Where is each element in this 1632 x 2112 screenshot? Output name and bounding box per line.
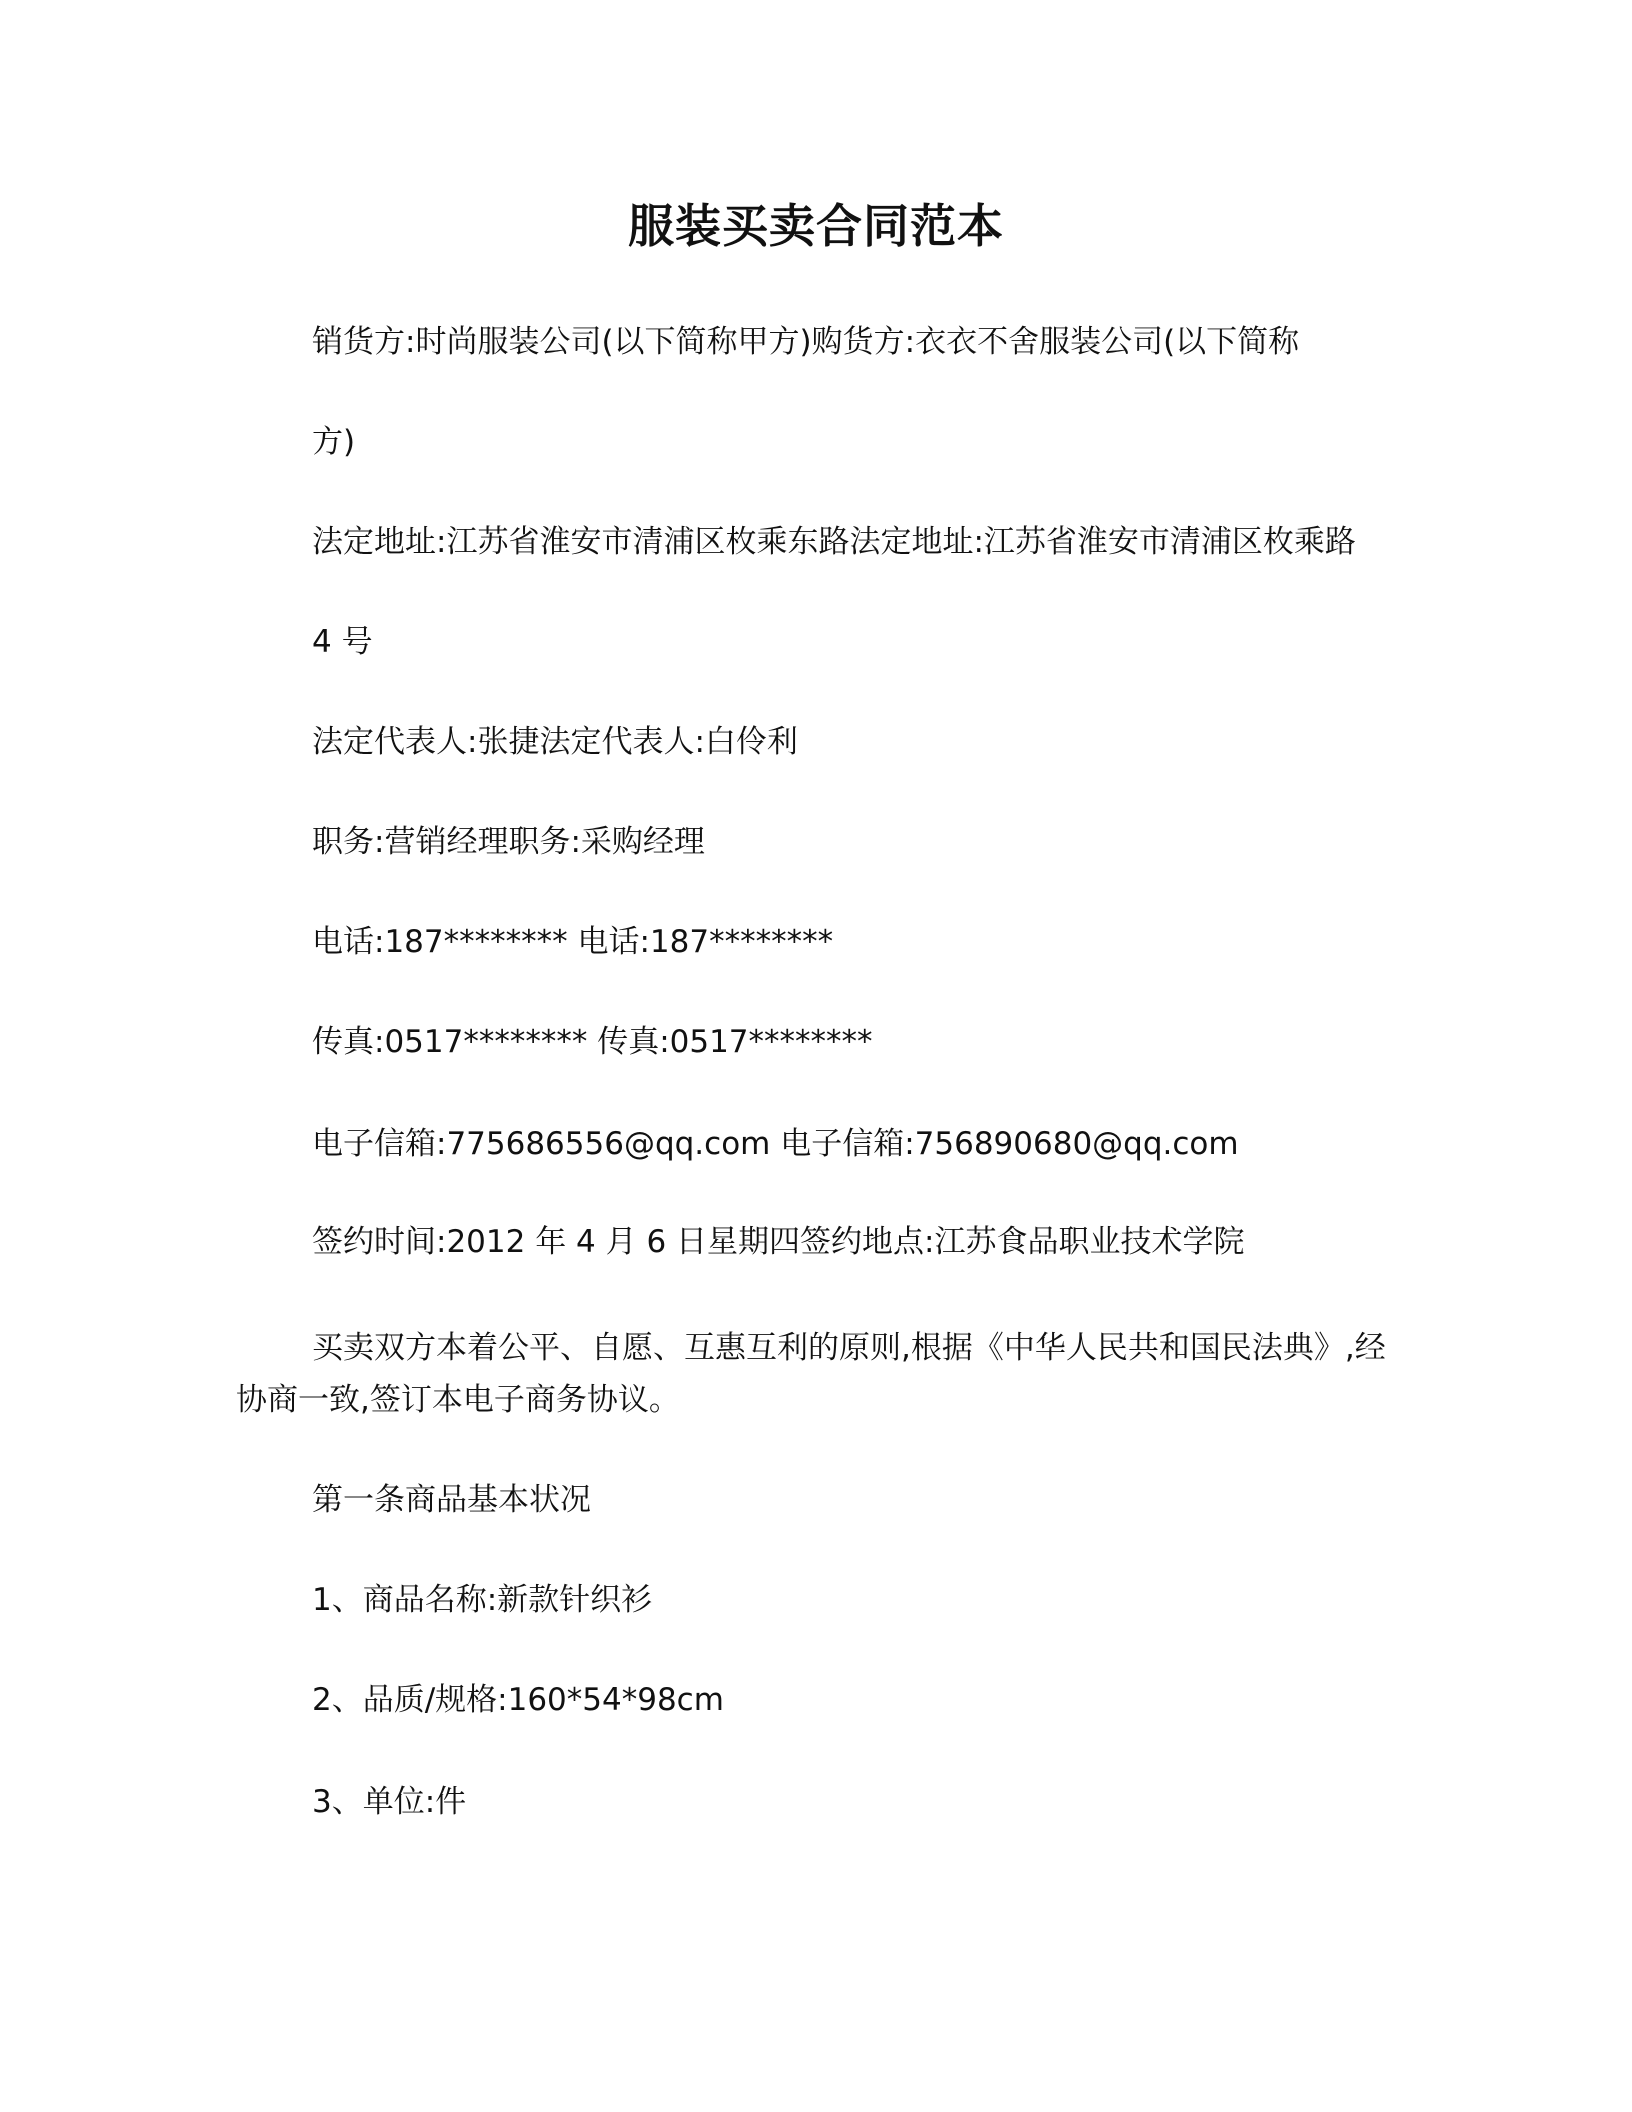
signing-info-line: 签约时间:2012 年 4 月 6 日星期四签约地点:江苏食品职业技术学院 [312,1224,1245,1260]
email-line: 电子信箱:775686556@qq.com 电子信箱:756890680@qq.com [312,1126,1239,1162]
article-1-heading: 第一条商品基本状况 [312,1482,591,1518]
seller-buyer-line-cont: 方) [312,424,356,460]
phone-line: 电话:187******** 电话:187******** [312,924,834,960]
item-product-name: 1、商品名称:新款针织衫 [312,1582,653,1618]
item-unit: 3、单位:件 [312,1784,467,1820]
fax-line: 传真:0517******** 传真:0517******** [312,1024,873,1060]
position-line: 职务:营销经理职务:采购经理 [312,824,705,860]
legal-address-line: 法定地址:江苏省淮安市清浦区枚乘东路法定地址:江苏省淮安市清浦区枚乘路 [312,524,1356,560]
document-title: 服装买卖合同范本 [628,199,1004,253]
preamble-paragraph: 买卖双方本着公平、自愿、互惠互利的原则,根据《中华人民共和国民法典》,经协商一致,签订本电子商务协议。 [236,1330,1386,1418]
seller-buyer-line: 销货方:时尚服装公司(以下简称甲方)购货方:衣衣不舍服装公司(以下简称 [312,324,1300,360]
legal-address-line-cont: 4 号 [312,624,373,660]
legal-representative-line: 法定代表人:张捷法定代表人:白伶利 [312,724,798,760]
item-quality-spec: 2、品质/规格:160*54*98cm [312,1682,724,1718]
